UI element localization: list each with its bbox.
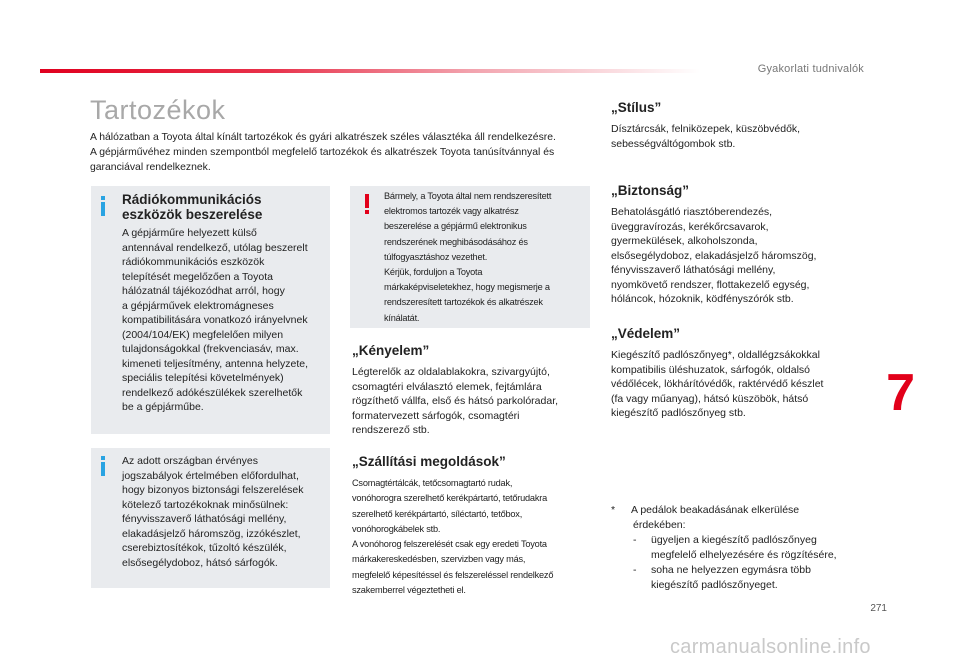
- text-line: Behatolásgátló riasztóberendezés,: [611, 206, 773, 218]
- biztonsag-title: „Biztonság”: [611, 183, 690, 198]
- szallitasi-title: „Szállítási megoldások”: [352, 454, 506, 469]
- text-line: nyomkövető rendszer, flottakezelő egység,: [611, 278, 810, 291]
- text-line: kimeneti teljesítmény, antenna helyzete,: [122, 357, 308, 370]
- text-line: elakadásjelző háromszög, izzókészlet,: [122, 527, 301, 540]
- text-line: márkakereskedésben, szervizben vagy más,: [352, 554, 526, 565]
- text-line: megfelelő képesítéssel és felszereléssel rendelkező: [352, 569, 554, 580]
- country-info-panel: [91, 448, 330, 588]
- footnote-list-item: [611, 533, 871, 563]
- text-line: szerelhető kerékpártartó, síléctartó, tetőbox,: [352, 508, 523, 519]
- text-line: a gépjárművek elektromágneses: [122, 299, 274, 312]
- page-title: Tartozékok: [90, 95, 226, 125]
- text-line: be a gépjárműbe.: [122, 401, 204, 413]
- intro-line: garanciával rendelkeznek.: [90, 162, 211, 173]
- text-line: kötelező tartozékoknak minősülnek:: [122, 498, 289, 511]
- footnote-line: kiegészítő padlószőnyeget.: [651, 579, 778, 591]
- intro-line: A gépjárművéhez minden szempontból megfelelő tartozékok és alkatrészek Toyota tanúsítvánnyal és: [90, 147, 555, 158]
- text-line: fényvisszaverő láthatósági mellény,: [122, 513, 287, 525]
- text-line: gyermekülések, alkoholszonda,: [611, 235, 758, 247]
- vedelem-text: [611, 348, 876, 421]
- text-line: rögzíthető vállfa, első és hátsó parkolóradar,: [352, 395, 559, 407]
- section-header: Gyakorlati tudnivalók: [757, 63, 864, 75]
- text-line: telepítését megelőzően a Toyota: [122, 270, 273, 283]
- text-line: Dísztárcsák, felniközepek, küszöbvédők,: [611, 123, 801, 135]
- text-line: tulajdonságokkal (frekvenciasáv, max.: [122, 343, 299, 355]
- text-line: kompatibilis üléshuzatok, sárfogók, oldalsó: [611, 363, 811, 376]
- text-line: hálózatnál tájékozódhat arról, hogy: [122, 285, 285, 297]
- text-line: Kiegészítő padlószőnyeg*, oldallégzsákokkal: [611, 349, 820, 361]
- text-line: Légterelők az oldalablakokra, szivargyújtó,: [352, 366, 550, 378]
- text-line: kiegészítő padlószőnyeg stb.: [611, 407, 746, 419]
- szallitasi-text: [352, 476, 597, 598]
- text-line: elsősegélydoboz, elakadásjelző háromszög,: [611, 249, 817, 262]
- intro-paragraph: [90, 130, 590, 175]
- text-line: üveggravírozás, kerékőrcsavarok,: [611, 220, 769, 233]
- title-line: eszközök beszerelése: [122, 207, 263, 222]
- stilus-text: [611, 122, 871, 151]
- list-dash: -: [633, 564, 637, 576]
- text-line: Bármely, a Toyota által nem rendszeresített: [384, 191, 552, 201]
- text-line: csomagtéri elválasztó elemek, fejtámlára: [352, 380, 542, 393]
- text-line: vonóhorogkábelek stb.: [352, 523, 441, 534]
- radio-panel-text: [122, 226, 330, 415]
- footnote-star: *: [611, 504, 616, 516]
- footnote-line: soha ne helyezzen egymásra több: [651, 564, 811, 576]
- header-accent-bar: [40, 69, 700, 73]
- text-line: hóláncok, hózoknik, ködfényszórók stb.: [611, 293, 794, 305]
- footnote-line: érdekében:: [633, 519, 686, 531]
- text-line: (2004/104/EK) megfelelően milyen: [122, 328, 284, 341]
- radio-panel-title: [122, 192, 327, 222]
- text-line: védőlécek, lökhárítóvédők, raktérvédő készlet: [611, 378, 824, 390]
- text-line: túlfogyasztáshoz vezethet.: [384, 251, 488, 262]
- warning-icon: [364, 194, 370, 214]
- kenyelem-title: „Kényelem”: [352, 343, 430, 358]
- country-panel-text: [122, 454, 330, 570]
- intro-line: A hálózatban a Toyota által kínált tartozékok és gyári alkatrészek széles választéka áll rendelkezésre.: [90, 132, 556, 143]
- text-line: antennával rendelkező, utólag beszerelt: [122, 241, 308, 254]
- radio-info-panel: [91, 186, 330, 434]
- text-line: jogszabályok értelmében előfordulhat,: [122, 469, 299, 482]
- text-line: rádiókommunikációs eszközök: [122, 256, 265, 268]
- text-line: elsősegélydoboz, hátsó sárfogók.: [122, 556, 278, 569]
- footnote-line: A pedálok beakadásának elkerülése: [631, 504, 800, 516]
- text-line: beszerelése a gépjármű elektronikus: [384, 221, 527, 232]
- text-line: vonóhorogra szerelhető kerékpártartó, tetőrudakra: [352, 493, 547, 504]
- text-line: elektromos tartozék vagy alkatrész: [384, 206, 519, 217]
- text-line: kínálatát.: [384, 312, 420, 323]
- text-line: speciális telepítési követelmények): [122, 372, 284, 384]
- warning-panel: [350, 186, 590, 328]
- text-line: A vonóhorog felszerelését csak egy eredeti Toyota: [352, 539, 547, 550]
- text-line: kompatibilitására vonatkozó irányelvnek: [122, 314, 308, 326]
- text-line: hogy bizonyos biztonsági felszerelések: [122, 484, 304, 496]
- info-icon: [101, 456, 105, 476]
- warning-panel-text: [384, 189, 589, 326]
- text-line: Csomagtértálcák, tetőcsomagtartó rudak,: [352, 478, 513, 488]
- text-line: Kérjük, forduljon a Toyota: [384, 267, 483, 278]
- text-line: sebességváltógombok stb.: [611, 137, 736, 150]
- footnote-line: megfelelő elhelyezésére és rögzítésére,: [651, 549, 837, 561]
- text-line: formatervezett sárfogók, csomagtéri: [352, 409, 520, 422]
- footnote: [611, 503, 871, 593]
- kenyelem-text: [352, 365, 592, 438]
- vedelem-title: „Védelem”: [611, 326, 681, 341]
- text-line: A gépjárműre helyezett külső: [122, 227, 257, 239]
- page-number: 271: [870, 603, 887, 614]
- footnote-line: ügyeljen a kiegészítő padlószőnyeg: [651, 534, 817, 546]
- info-icon: [101, 196, 105, 216]
- biztonsag-text: [611, 205, 871, 307]
- text-line: fényvisszaverő láthatósági mellény,: [611, 264, 776, 276]
- footnote-list-item: [611, 563, 871, 593]
- text-line: Az adott országban érvényes: [122, 455, 258, 467]
- chapter-number: 7: [886, 364, 915, 422]
- text-line: szakemberrel végeztetheti el.: [352, 585, 466, 596]
- text-line: cserebiztosítékok, tűzoltó készülék,: [122, 542, 287, 554]
- text-line: rendelkező adókészülékek szerelhetők: [122, 386, 303, 399]
- list-dash: -: [633, 534, 637, 546]
- title-line: Rádiókommunikációs: [122, 192, 262, 207]
- text-line: rendszerének meghibásodásához és: [384, 236, 528, 247]
- stilus-title: „Stílus”: [611, 100, 662, 115]
- watermark: carmanualsonline.info: [670, 636, 871, 658]
- text-line: rendszerező stb.: [352, 424, 430, 436]
- text-line: márkaképviseletekhez, hogy megismerje a: [384, 282, 550, 293]
- text-line: (fa vagy műanyag), hátsó küszöbök, hátsó: [611, 392, 809, 405]
- text-line: rendszeresített tartozékok és alkatrészek: [384, 297, 543, 308]
